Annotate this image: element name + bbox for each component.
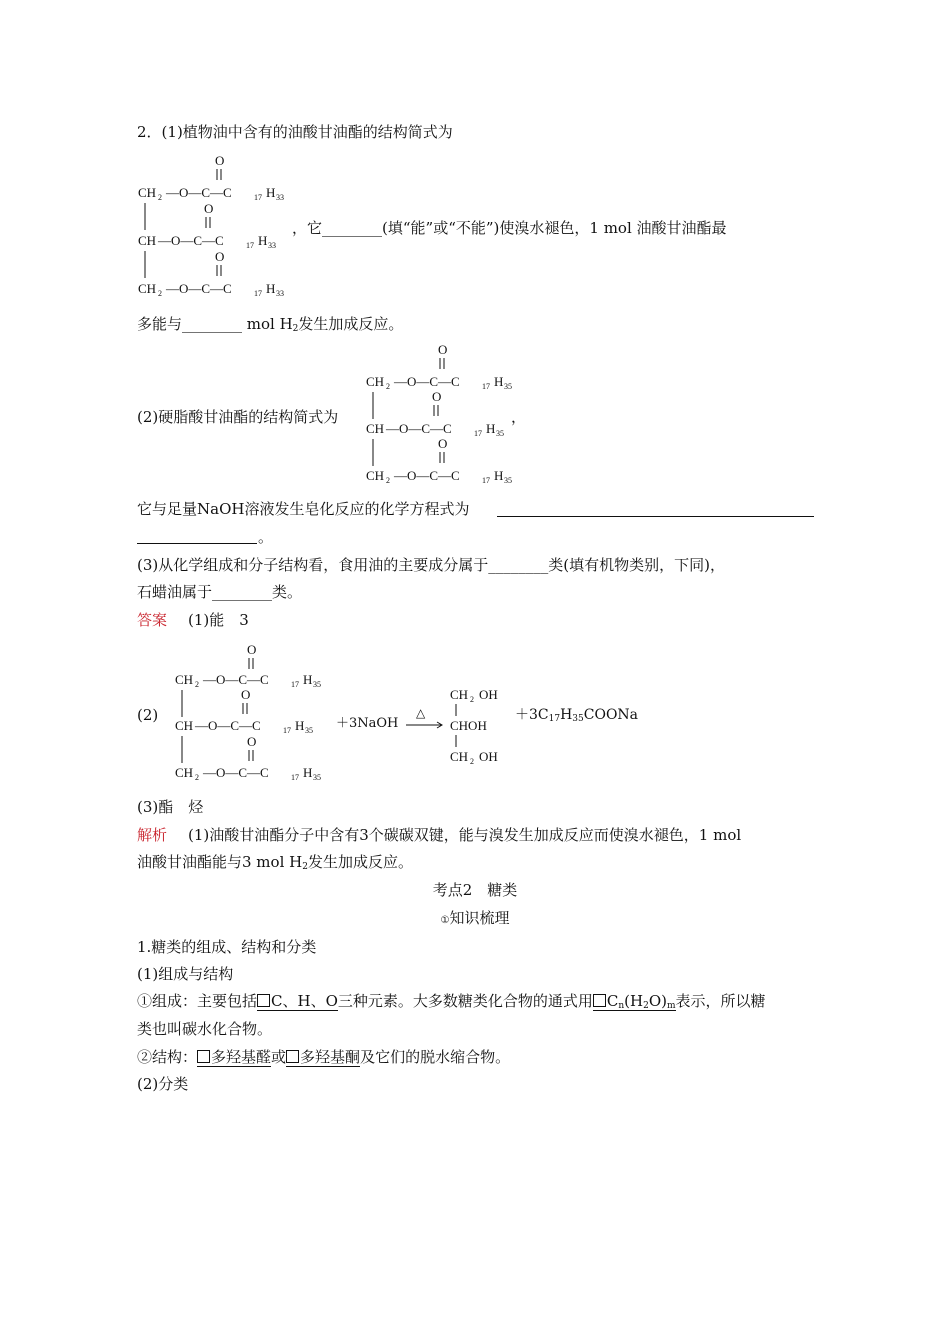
svg-text:2: 2 [158,193,162,202]
o-atom: O [215,153,225,168]
svg-text:CH: CH [175,765,194,780]
svg-text:—O—C—C: —O—C—C [394,374,460,389]
answer-2-label: (2) [137,706,159,724]
svg-text:O: O [432,389,442,404]
reaction-arrow [404,705,446,731]
answer-1: (1)能 3 [188,611,249,629]
svg-text:O: O [204,201,214,216]
q2-equation-lead: 它与足量NaOH溶液发生皂化反应的化学方程式为 [137,500,470,518]
svg-text:CH: CH [450,749,469,764]
svg-text:2: 2 [470,695,474,704]
svg-text:H: H [266,185,276,200]
equation-blank-line2 [137,543,257,544]
answer-3: (3)酯 烃 [137,798,204,816]
ch2-bottom: CH [138,281,157,296]
answer-box-icon [286,1050,299,1063]
svg-text:35: 35 [504,382,512,391]
q2-part2-comma: ， [511,408,527,426]
svg-text:—O—C—C: —O—C—C [195,718,261,733]
svg-text:17: 17 [474,429,482,438]
sugar-structure-line: ②结构： 多羟基醛或 多羟基酮及它们的脱水缩合物。 [137,1048,511,1066]
svg-text:H: H [258,233,268,248]
svg-text:17: 17 [283,726,291,735]
svg-text:33: 33 [276,289,284,298]
analysis-line1: (1)油酸甘油酯分子中含有3个碳碳双键，能与溴发生加成反应而使溴水褪色，1 mol [188,826,742,844]
svg-text:CH: CH [366,421,385,436]
svg-text:OH: OH [479,749,498,764]
analysis-label: 解析 [137,826,168,844]
sugar-heading-3: (2)分类 [137,1075,189,1093]
svg-text:CH: CH [450,687,469,702]
svg-text:35: 35 [313,680,321,689]
svg-text:—O—C—C: —O—C—C [203,672,269,687]
svg-text:17: 17 [254,289,262,298]
svg-text:CH: CH [366,374,385,389]
svg-text:17: 17 [291,773,299,782]
svg-text:35: 35 [305,726,313,735]
stearic-glyceride-structure [363,340,523,488]
section-subtitle: ①知识梳理 [440,909,510,927]
svg-text:35: 35 [504,476,512,485]
svg-text:H: H [494,374,504,389]
svg-text:O: O [247,734,257,749]
svg-text:CHOH: CHOH [450,718,487,733]
q2-part3-line1: (3)从化学组成和分子结构看，食用油的主要成分属于________类(填有机物类别，下同)， [137,556,725,574]
svg-text:17: 17 [482,476,490,485]
svg-text:35: 35 [313,773,321,782]
q2-equation-end: 。 [258,528,274,546]
svg-text:2: 2 [158,289,162,298]
oleic-glyceride-structure [135,150,295,302]
equation-blank-line1 [497,516,814,517]
svg-text:H: H [295,718,305,733]
sugar-heading-1: 1.糖类的组成、结构和分类 [137,938,317,956]
svg-text:CH: CH [175,718,194,733]
svg-text:H: H [486,421,496,436]
plus-naoh: ＋3NaOH [336,716,399,731]
ch-mid: CH [138,233,157,248]
sugar-heading-2: (1)组成与结构 [137,965,234,983]
answer-box-icon [257,994,270,1007]
svg-text:2: 2 [386,382,390,391]
svg-text:H: H [266,281,276,296]
svg-text:2: 2 [470,757,474,766]
q2-part1-end: 多能与________ mol $H_2$发生加成反应。 [137,315,404,334]
svg-text:O: O [247,642,257,657]
svg-text:17: 17 [482,382,490,391]
svg-text:H: H [494,468,504,483]
product-soap: $+3C_{17}H_{35}COONa$ [515,707,639,724]
answer-box-icon [593,994,606,1007]
svg-text:—O—C—C: —O—C—C [203,765,269,780]
svg-text:2: 2 [195,773,199,782]
svg-text:2: 2 [386,476,390,485]
sugar-composition-line1: ①组成：主要包括 C、H、O三种元素。大多数糖类化合物的通式用 $C_n(H_2O)_m$表示，所以糖 [137,992,766,1011]
svg-text:17: 17 [291,680,299,689]
svg-text:—O—C—C: —O—C—C [394,468,460,483]
svg-text:33: 33 [276,193,284,202]
q2-part1-middle: ，它________(填“能”或“不能”)使溴水褪色，1 mol 油酸甘油酯最 [292,219,727,237]
svg-text:O: O [438,342,448,357]
svg-text:O: O [438,436,448,451]
svg-text:—O—C—C: —O—C—C [166,281,232,296]
analysis-line2: 油酸甘油酯能与3 mol $H_2$发生加成反应。 [137,853,413,872]
q2-part3-line2: 石蜡油属于________类。 [137,583,303,601]
section-title: 考点2 糖类 [432,881,518,899]
glycerol-structure [448,682,512,768]
answer-box-icon [197,1050,210,1063]
svg-text:OH: OH [479,687,498,702]
svg-text:△: △ [416,706,426,720]
svg-text:17: 17 [246,241,254,250]
svg-text:CH: CH [175,672,194,687]
q2-part2-lead: (2)硬脂酸甘油酯的结构简式为 [137,408,339,426]
answer-reactant-structure [172,640,332,785]
svg-text:—O—C—C: —O—C—C [386,421,452,436]
svg-text:—O—C—C: —O—C—C [158,233,224,248]
svg-text:O: O [241,687,251,702]
svg-text:CH: CH [366,468,385,483]
ch2-top: CH [138,185,157,200]
svg-text:35: 35 [496,429,504,438]
svg-text:H: H [303,672,313,687]
answer-label: 答案 [137,611,168,629]
svg-text:H: H [303,765,313,780]
svg-text:—O—C—C: —O—C—C [166,185,232,200]
sugar-composition-line2: 类也叫碳水化合物。 [137,1020,273,1038]
q2-part1-lead: 2．(1)植物油中含有的油酸甘油酯的结构简式为 [137,123,453,141]
svg-text:17: 17 [254,193,262,202]
svg-text:2: 2 [195,680,199,689]
svg-text:33: 33 [268,241,276,250]
svg-text:O: O [215,249,225,264]
